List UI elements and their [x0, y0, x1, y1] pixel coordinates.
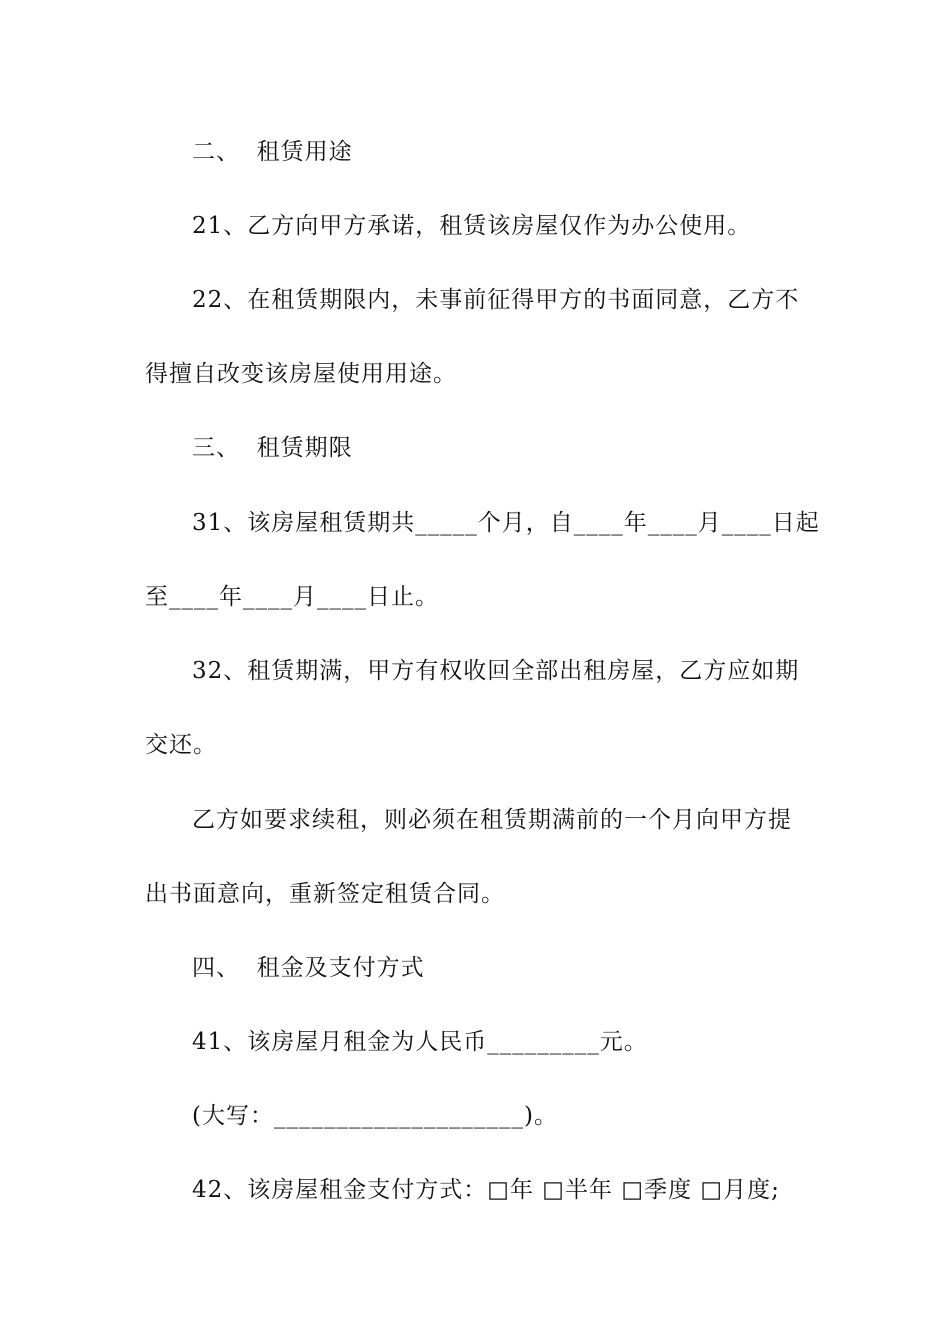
renewal-paragraph-line-2: 出书面意向，重新签定租赁合同。: [145, 881, 505, 907]
clause-42-payment-method: 42、该房屋租金支付方式：□年 □半年 □季度 □月度;: [192, 1177, 780, 1203]
amount-in-words-line: (大写：____________________)。: [192, 1103, 558, 1129]
clause-32-line-1: 32、租赁期满，甲方有权收回全部出租房屋，乙方应如期: [192, 658, 800, 684]
clause-31-line-1: 31、该房屋租赁期共_____个月，自____年____月____日起: [192, 510, 820, 536]
clause-22-line-2: 得擅自改变该房屋使用用途。: [145, 361, 457, 387]
section-heading-rental-term: 三、 租赁期限: [192, 435, 353, 461]
clause-41: 41、该房屋月租金为人民币_________元。: [192, 1029, 648, 1055]
clause-22-line-1: 22、在租赁期限内，未事前征得甲方的书面同意，乙方不: [192, 287, 800, 313]
clause-32-line-2: 交还。: [145, 732, 217, 758]
clause-21: 21、乙方向甲方承诺，租赁该房屋仅作为办公使用。: [192, 213, 752, 239]
section-heading-rent-payment: 四、 租金及支付方式: [192, 955, 425, 981]
clause-31-line-2: 至____年____月____日止。: [145, 584, 439, 610]
section-heading-rental-use: 二、 租赁用途: [192, 139, 353, 165]
renewal-paragraph-line-1: 乙方如要求续租，则必须在租赁期满前的一个月向甲方提: [192, 807, 792, 833]
